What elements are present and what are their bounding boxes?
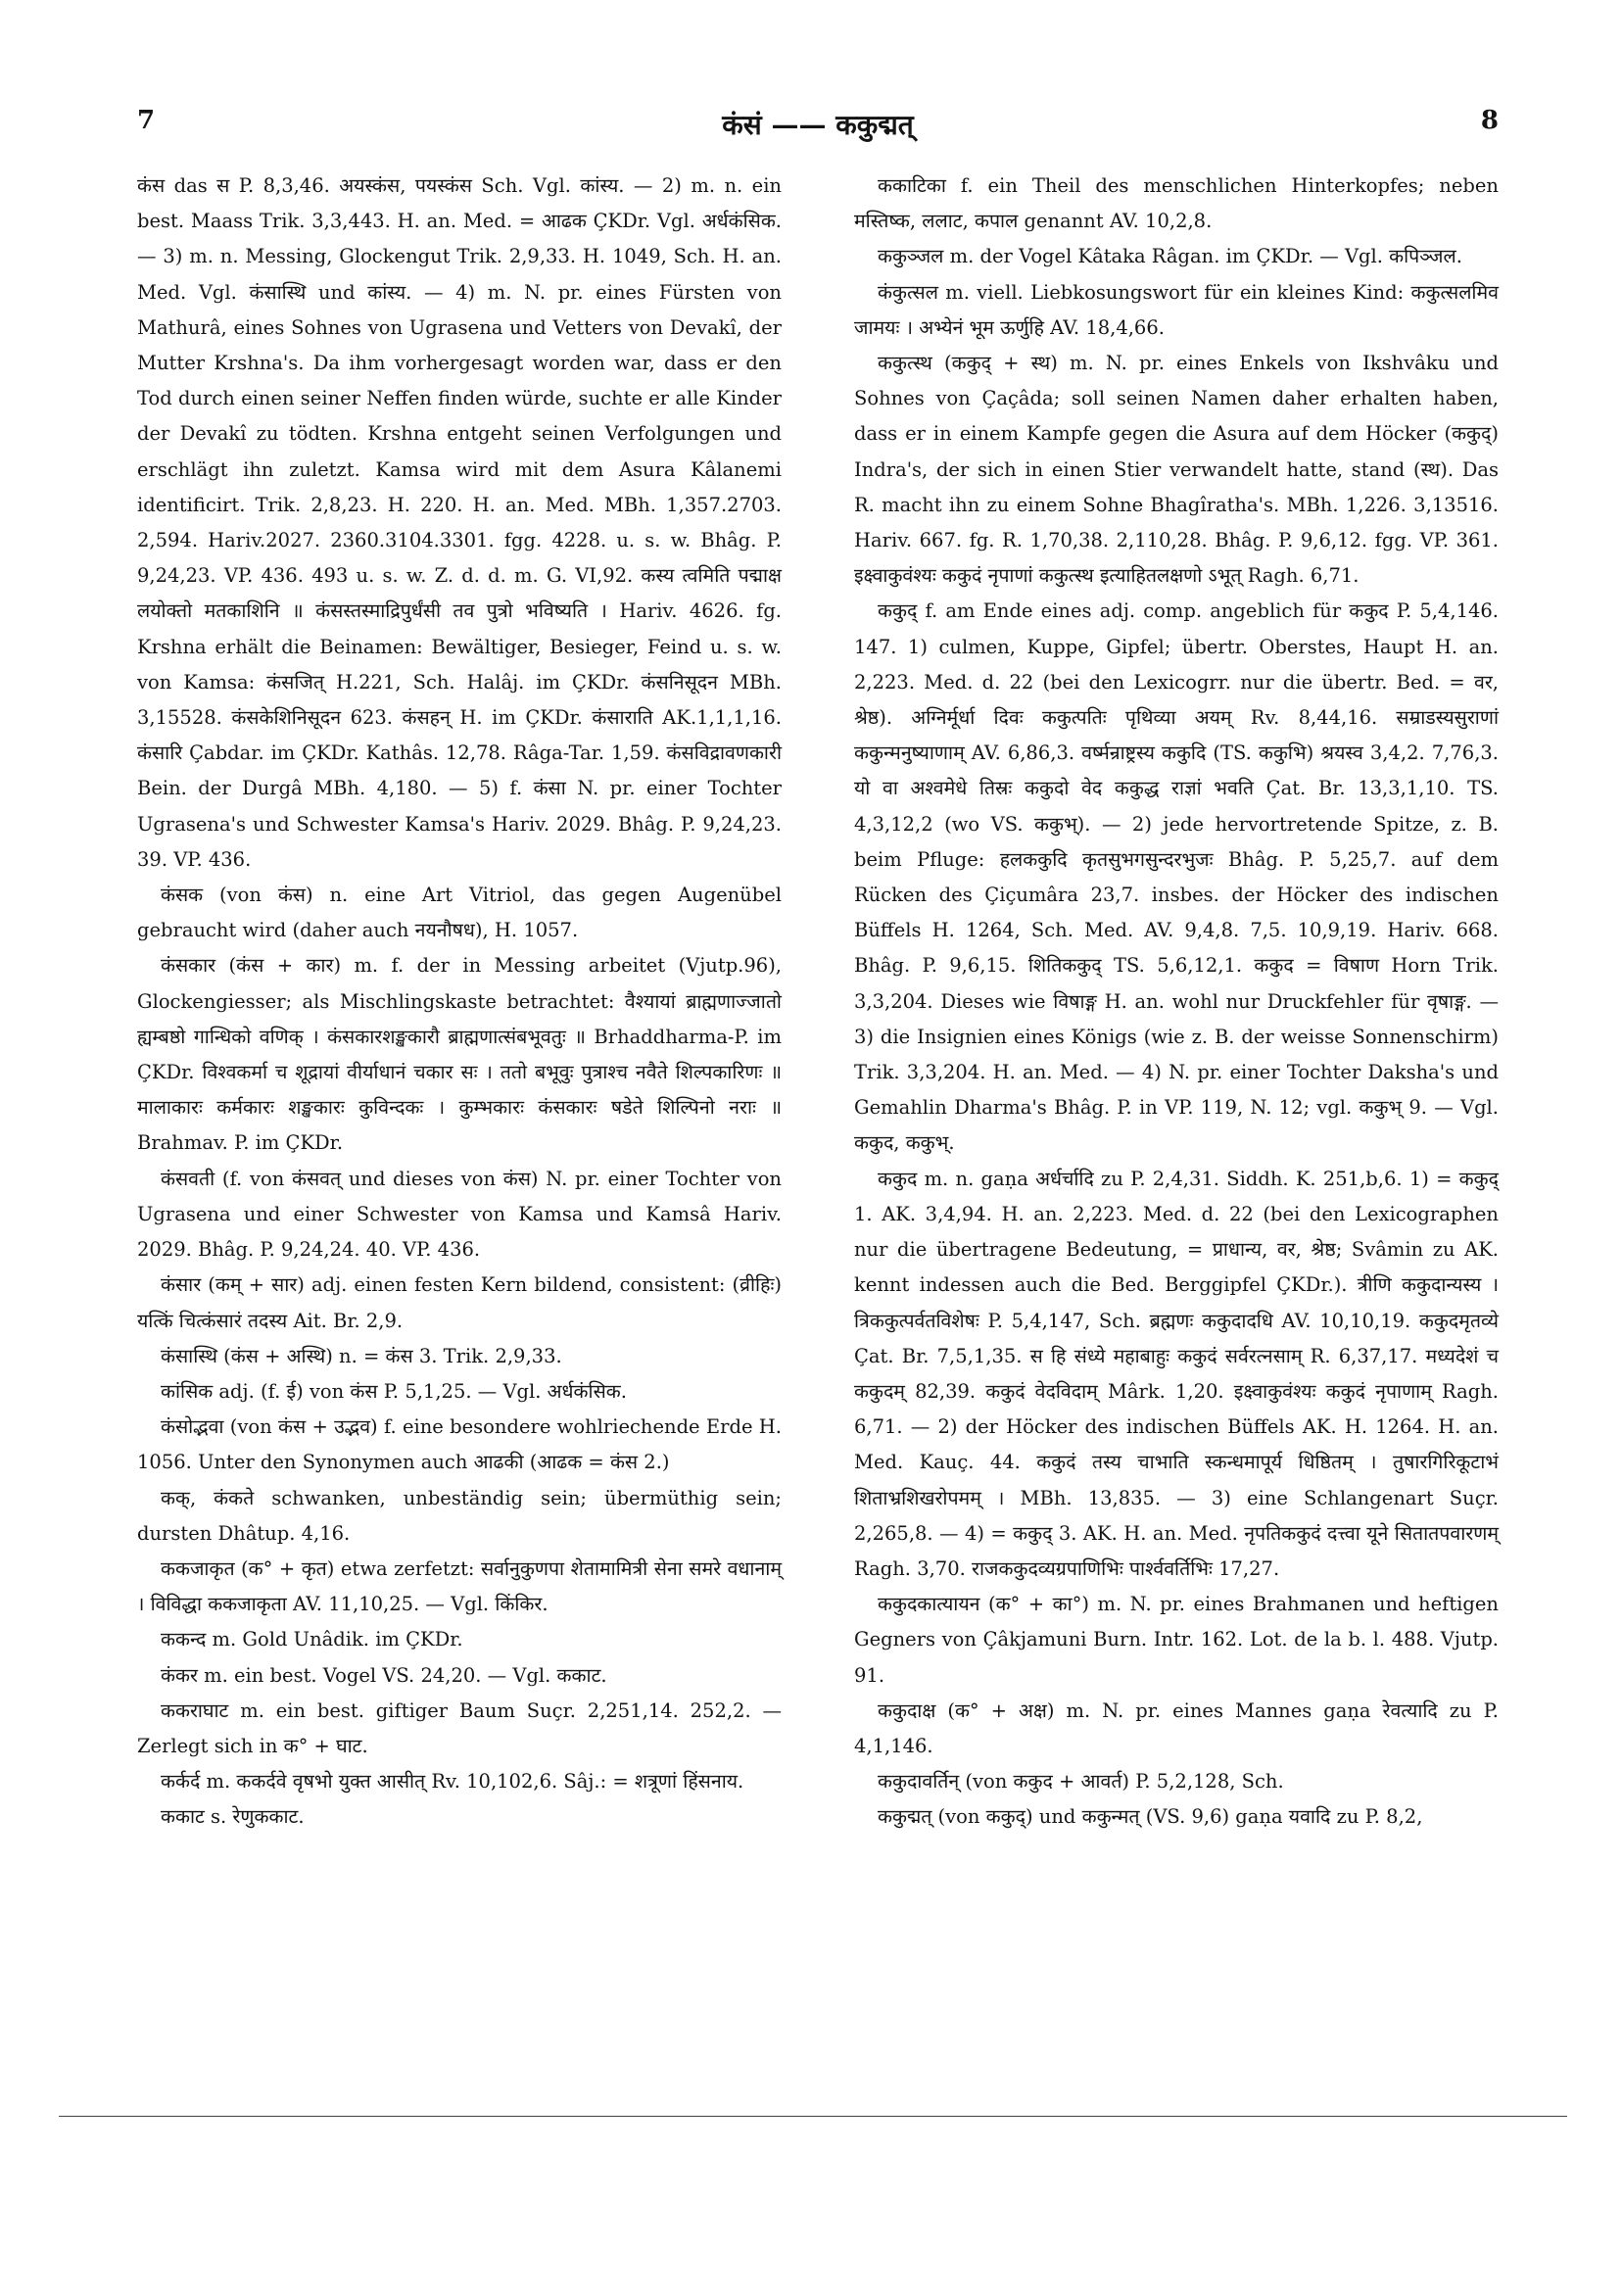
dictionary-entry: कांसिक adj. (f. ई) von कंस P. 5,1,25. — Vgl. अर्धकंसिक. [161,1379,627,1403]
page-header [137,106,1499,145]
running-head: कंसं —— ककुद्मत् [722,109,914,141]
dictionary-entry: कंस das स P. 8,3,46. अयस्कंस, पयस्कंस Sch. Vgl. कांस्य. — 2) m. n. ein best. Maass Trik. 3,3,443. H. an. Med. = आढक ÇKDr. Vgl. अर्धकंसिक. — 3) m. n. Messing, Glockengut Trik. 2,9,33. H. 1049, Sch. H. an. Med. Vgl. कंसास्थि und कांस्य. — 4) m. N. pr. eines Fürsten von Mathurâ, eines Sohnes von Ugrasena und Vetters von Devakî, der Mutter Krshna's. Da ihm vorhergesagt worden war, dass er den Tod durch einen seiner Neffen finden würde, suchte er alle Kinder der Devakî zu tödten. Krshna entgeht seinen Verfolgungen und erschlägt ihn zuletzt. Kamsa wird mit dem Asura Kâlanemi identificirt. Trik. 2,8,23. H. 220. H. an. Med. MBh. 1,357.2703. 2,594. Hariv.2027. 2360.3104.3301. fgg. 4228. u. s. w. Bhâg. P. 9,24,23. VP. 436. 493 u. s. w. Z. d. d. m. G. VI,92. कस्य त्वमिति पद्माक्ष लयोक्तो मतकाशिनि ॥ कंसस्तस्माद्रिपुर्धंसी तव पुत्रो भविष्यति । Hariv. 4626. fg. Krshna erhält die Beinamen: Bewältiger, Besieger, Feind u. s. w. von Kamsa: कंसजित् H.221, Sch. Halâj. im ÇKDr. कंसनिसूदन MBh. 3,15528. कंसकेशिनिसूदन 623. कंसहन् H. im ÇKDr. कंसाराति AK.1,1,1,16. कंसारि Çabdar. im ÇKDr. Kathâs. 12,78. Râga-Tar. 1,59. कंसविद्रावणकारी Bein. der Durgâ MBh. 4,180. — 5) f. कंसा N. pr. einer Tochter Ugrasena's und Schwester Kamsa's Hariv. 2029. Bhâg. P. 9,24,23. 39. VP. 436. [137,174,782,871]
dictionary-entry: कंसवती (f. von कंसवत् und dieses von कंस) N. pr. einer Tochter von Ugrasena und einer Schwester von Kamsa und Kamsâ Hariv. 2029. Bhâg. P. 9,24,24. 40. VP. 436. [137,1167,782,1262]
page-number-right: 8 [1480,106,1499,135]
dictionary-entry: कंकर m. ein best. Vogel VS. 24,20. — Vgl. ककाट. [161,1663,607,1687]
dictionary-entry: ककाट s. रेणुककाट. [161,1805,305,1829]
dictionary-entry: ककुदकात्यायन (क° + का°) m. N. pr. eines Brahmanen und heftigen Gegners von Çâkjamuni Burn. Intr. 162. Lot. de la b. l. 488. Vjutp. 91. [854,1593,1499,1687]
dictionary-entry: ककन्द m. Gold Unâdik. im ÇKDr. [161,1628,463,1651]
dictionary-entry: ककुञ्जल m. der Vogel Kâtaka Râgan. im ÇKDr. — Vgl. कपिञ्जल. [878,245,1462,268]
dictionary-entry: कंसास्थि (कंस + अस्थि) n. = कंस 3. Trik. 2,9,33. [161,1344,562,1367]
page-number-left: 7 [137,106,156,135]
dictionary-entry: ककजाकृत (क° + कृत) etwa zerfetzt: सर्वानुकुणपा शेतामामित्री सेना समरे वधानाम् । विविद्धा ककजाकृता AV. 11,10,25. — Vgl. किंकिर. [137,1556,782,1616]
dictionary-entry: ककुदावर्तिन् (von ककुद + आवर्त) P. 5,2,128, Sch. [878,1770,1284,1794]
dictionary-entry: कर्कर्द m. ककर्दवे वृषभो युक्त आसीत् Rv. 10,102,6. Sâj.: = शत्रूणां हिंसनाय. [161,1770,744,1794]
dictionary-entry: ककराघाट m. ein best. giftiger Baum Suçr. 2,251,14. 252,2. — Zerlegt sich in क° + घाट. [137,1698,782,1757]
left-column [137,168,782,1836]
dictionary-entry: ककाटिका f. ein Theil des menschlichen Hinterkopfes; neben मस्तिष्क, ललाट, कपाल genannt AV. 10,2,8. [854,174,1499,233]
dictionary-entry: ककुत्स्थ (ककुद् + स्थ) m. N. pr. eines Enkels von Ikshvâku und Sohnes von Çaçâda; soll seinen Namen daher erhalten haben, dass er in einem Kampfe gegen die Asura auf dem Höcker (ककुद्) Indra's, der sich in einen Stier verwandelt hatte, stand (स्थ). Das R. macht ihn zu einem Sohne Bhagîratha's. MBh. 1,226. 3,13516. Hariv. 667. fg. R. 1,70,38. 2,110,28. Bhâg. P. 9,6,12. fgg. VP. 361. इक्ष्वाकुवंश्यः ककुदं नृपाणां ककुत्स्थ इत्याहितलक्षणो ऽभूत् Ragh. 6,71. [854,352,1499,588]
dictionary-entry: ककुद्मत् (von ककुद्) und ककुन्मत् (VS. 9,6) gaṇa यवादि zu P. 8,2, [878,1805,1423,1829]
dictionary-entry: ककुद् f. am Ende eines adj. comp. angeblich für ककुद P. 5,4,146. 147. 1) culmen, Kuppe, Gipfel; übertr. Oberstes, Haupt H. an. 2,223. Med. d. 22 (bei den Lexicogrr. nur die übertr. Bed. = वर, श्रेष्ठ). अग्निर्मूर्धा दिवः ककुत्पतिः पृथिव्या अयम् Rv. 8,44,16. सम्राडस्यसुराणां ककुन्मनुष्याणाम् AV. 6,86,3. वर्ष्मन्राष्ट्रस्य ककुदि (TS. ककुभि) श्रयस्व 3,4,2. 7,76,3. यो वा अश्वमेधे तिस्रः ककुदो वेद ककुद्ध राज्ञां भवति Çat. Br. 13,3,1,10. TS. 4,3,12,2 (wo VS. ककुभ्). — 2) jede hervortretende Spitze, z. B. beim Pfluge: हलककुदि कृतसुभगसुन्दरभुजः Bhâg. P. 5,25,7. auf dem Rücken des Çiçumâra 23,7. insbes. der Höcker des indischen Büffels H. 1264, Sch. Med. AV. 9,4,8. 7,5. 10,9,19. Hariv. 668. Bhâg. P. 9,6,15. शितिककुद् TS. 5,6,12,1. ककुद = विषाण Horn Trik. 3,3,204. Dieses wie विषाङ्ग H. an. wohl nur Druckfehler für वृषाङ्ग. — 3) die Insignien eines Königs (wie z. B. der weisse Sonnenschirm) Trik. 3,3,204. H. an. Med. — 4) N. pr. einer Tochter Daksha's und Gemahlin Dharma's Bhâg. P. in VP. 119, N. 12; vgl. ककुभ् 9. — Vgl. ककुद, ककुभ्. [854,599,1499,1155]
dictionary-entry: ककुद m. n. gaṇa अर्धर्चादि zu P. 2,4,31. Siddh. K. 251,b,6. 1) = ककुद् 1. AK. 3,4,94. H. an. 2,223. Med. d. 22 (bei den Lexicographen nur die übertragene Bedeutung, = प्राधान्य, वर, श्रेष्ठ; Svâmin zu AK. kennt indessen auch die Bed. Berggipfel ÇKDr.). त्रीणि ककुदान्यस्य । त्रिककुत्पर्वतविशेषः P. 5,4,147, Sch. ब्रह्मणः ककुदादधि AV. 10,10,19. ककुदमृतव्ये Çat. Br. 7,5,1,35. स हि संध्ये महाबाहुः ककुदं सर्वरत्नसाम् R. 6,37,17. मध्यदेशं च ककुदम् 82,39. ककुदं वेदविदाम् Mârk. 1,20. इक्ष्वाकुवंश्यः ककुदं नृपाणाम् Ragh. 6,71. — 2) der Höcker des indischen Büffels AK. H. 1264. H. an. Med. Kauç. 44. ककुदं तस्य चाभाति स्कन्धमापूर्य धिष्ठितम् । तुषारगिरिकूटाभं शिताभ्रशिखरोपमम् । MBh. 13,835. — 3) eine Schlangenart Suçr. 2,265,8. — 4) = ककुद् 3. AK. H. an. Med. नृपतिककुदं दत्त्वा यूने सितातपवारणम् Ragh. 3,70. राजककुदव्यग्रपाणिभिः पार्श्ववर्तिभिः 17,27. [854,1167,1499,1580]
dictionary-entry: कंसकार (कंस + कार) m. f. der in Messing arbeitet (Vjutp.96), Glockengiesser; als Mischlingskaste betrachtet: वैश्यायां ब्राह्मणाज्जातो ह्यम्बष्ठो गान्धिको वणिक् । कंसकारशङ्खकारौ ब्राह्मणात्संबभूवतुः ॥ Brhaddharma-P. im ÇKDr. विश्वकर्मा च शूद्रायां वीर्याधानं चकार सः । ततो बभूवुः पुत्राश्च नवैते शिल्पकारिणः ॥ मालाकारः कर्मकारः शङ्खकारः कुविन्दकः । कुम्भकारः कंसकारः षडेते शिल्पिनो नराः ॥ Brahmav. P. im ÇKDr. [137,954,782,1155]
dictionary-entry: ककुदाक्ष (क° + अक्ष) m. N. pr. eines Mannes gaṇa रेवत्यादि zu P. 4,1,146. [854,1698,1499,1757]
dictionary-entry: कंकुत्सल m. viell. Liebkosungswort für ein kleines Kind: ककुत्सलमिव जामयः । अभ्येनं भूम ऊर्णुहि AV. 18,4,66. [854,280,1499,339]
dictionary-entry: कक्, कंकते schwanken, unbeständig sein; übermüthig sein; dursten Dhâtup. 4,16. [137,1486,782,1545]
dictionary-entry: कंसोद्भवा (von कंस + उद्भव) f. eine besondere wohlriechende Erde H. 1056. Unter den Synonymen auch आढकी (आढक = कंस 2.) [137,1415,782,1474]
dictionary-entry: कंसक (von कंस) n. eine Art Vitriol, das gegen Augenübel gebraucht wird (daher auch नयनौषध), H. 1057. [137,884,782,942]
footer-rule [59,2116,1567,2117]
dictionary-entry: कंसार (कम् + सार) adj. einen festen Kern bildend, consistent: (व्रीहिः) यत्किं चित्कंसारं तदस्य Ait. Br. 2,9. [137,1273,782,1332]
right-column [854,168,1499,1836]
